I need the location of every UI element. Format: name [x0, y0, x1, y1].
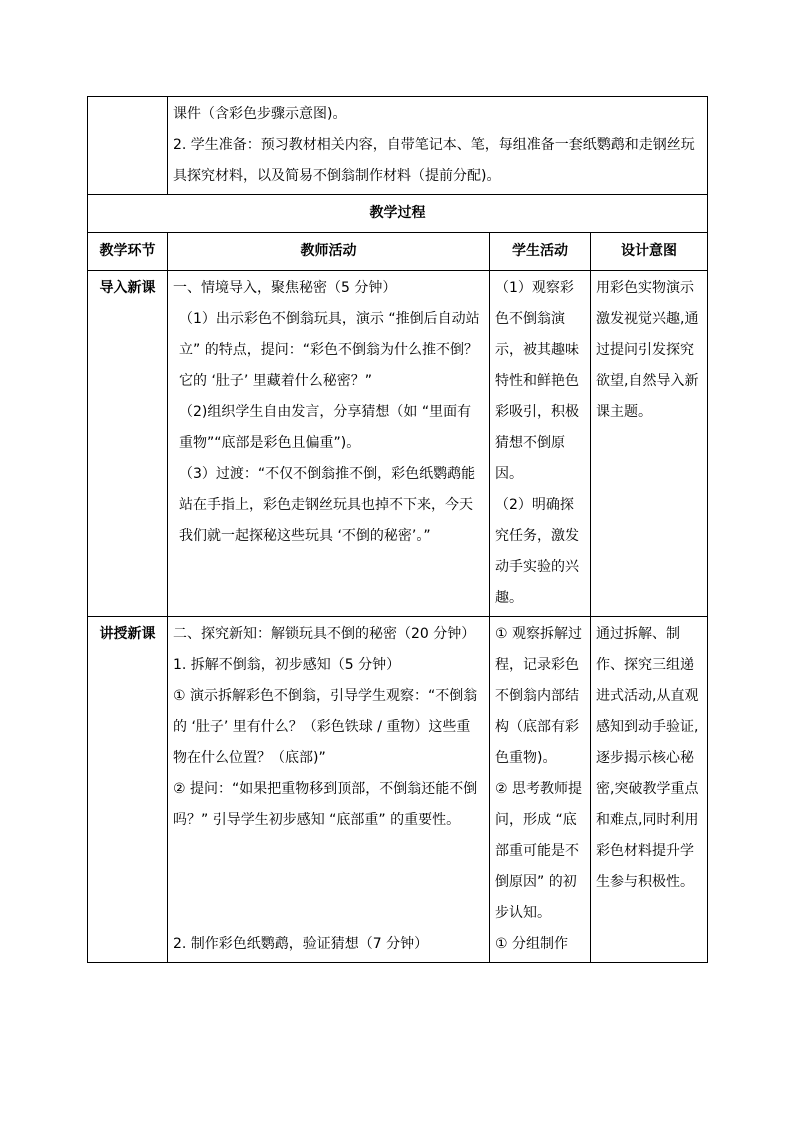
- design-intent-intro: [591, 271, 708, 617]
- prep-cell: [168, 97, 708, 195]
- student-new-3: ① 分组制作: [495, 936, 569, 952]
- teacher-intro-step-1: （1）出示彩色不倒翁玩具，演示 “推倒后自动站立” 的特点，提问：“彩色不倒翁为什么推不倒？它的 ‘肚子’ 里藏着什么秘密？”: [179, 311, 480, 389]
- process-title-row: [88, 195, 708, 233]
- student-activity-new: [490, 617, 591, 963]
- teacher-activity-intro: [168, 271, 490, 617]
- stage-new-lesson: 讲授新课: [88, 617, 168, 963]
- prep-line-2: 2. 学生准备：预习教材相关内容，自带笔记本、笔，每组准备一套纸鹦鹉和走钢丝玩具探究材料，以及简易不倒翁制作材料（提前分配)。: [173, 137, 695, 184]
- header-row: [88, 233, 708, 271]
- header-intent: 设计意图: [591, 233, 708, 271]
- student-new-2: ② 思考教师提问，形成 “底部重可能是不倒原因” 的初步认知。: [495, 781, 583, 921]
- teacher-intro-heading: 一、情境导入，聚焦秘密（5 分钟）: [173, 280, 397, 296]
- header-teacher: 教师活动: [168, 233, 490, 271]
- teacher-new-point-2: ② 提问：“如果把重物移到顶部，不倒翁还能不倒吗？” 引导学生初步感知 “底部重” 的重要性。: [173, 781, 478, 828]
- teacher-new-heading: 二、探究新知：解锁玩具不倒的秘密（20 分钟）: [173, 626, 476, 642]
- teacher-new-sub-1: 1. 拆解不倒翁，初步感知（5 分钟）: [173, 657, 401, 673]
- prep-line-1: 课件（含彩色步骤示意图)。: [173, 106, 347, 122]
- lesson-plan-table: [87, 96, 708, 963]
- design-intent-new: [591, 617, 708, 963]
- prep-empty-cell: [88, 97, 168, 195]
- header-student: 学生活动: [490, 233, 591, 271]
- teacher-new-point-1: ① 演示拆解彩色不倒翁，引导学生观察：“不倒翁的 ‘肚子’ 里有什么？（彩色铁球 / 重物）这些重物在什么位置？（底部)”: [173, 688, 478, 766]
- process-title: 教学过程: [88, 195, 708, 233]
- intent-intro-text: 用彩色实物演示激发视觉兴趣,通过提问引发探究欲望,自然导入新课主题。: [596, 280, 699, 420]
- teacher-intro-step-3: （3）过渡：“不仅不倒翁推不倒，彩色纸鹦鹉能站在手指上，彩色走钢丝玩具也掉不下来，今天我们就一起探秘这些玩具 ‘不倒的秘密’。”: [179, 466, 476, 544]
- table-row: [88, 617, 708, 963]
- header-stage: 教学环节: [88, 233, 168, 271]
- teacher-new-sub-2: 2. 制作彩色纸鹦鹉，验证猜想（7 分钟）: [173, 936, 429, 952]
- blank-space: [173, 836, 484, 929]
- intent-new-text: 通过拆解、制作、探究三组递进式活动,从直观感知到动手验证,逐步揭示核心秘密,突破教学重点和难点,同时利用彩色材料提升学生参与积极性。: [596, 626, 699, 890]
- student-new-1: ① 观察拆解过程，记录彩色不倒翁内部结构（底部有彩色重物)。: [495, 626, 583, 766]
- teacher-activity-new: [168, 617, 490, 963]
- stage-intro: 导入新课: [88, 271, 168, 617]
- table-row: [88, 271, 708, 617]
- student-intro-1: （1）观察彩色不倒翁演示，被其趣味特性和鲜艳色彩吸引，积极猜想不倒原因。: [495, 280, 579, 482]
- prep-row: [88, 97, 708, 195]
- student-intro-2: （2）明确探究任务，激发动手实验的兴趣。: [495, 497, 579, 606]
- teacher-intro-step-2: （2)组织学生自由发言，分享猜想（如 “里面有重物”“底部是彩色且偏重”)。: [179, 404, 472, 451]
- student-activity-intro: [490, 271, 591, 617]
